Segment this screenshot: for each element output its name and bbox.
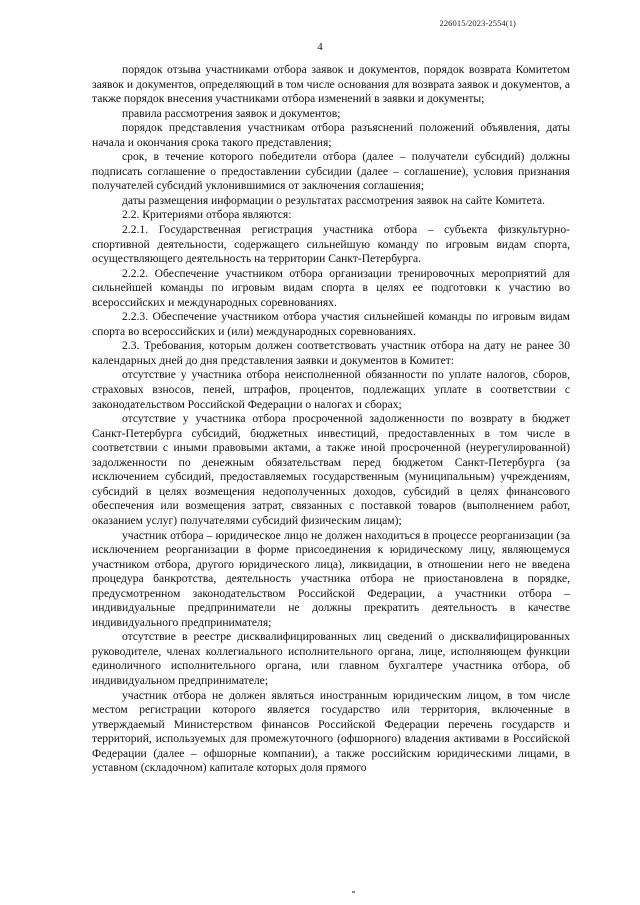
paragraph: участник отбора не должен являться иностранным юридическим лицом, в том числе местом регистрации которого является государство или территория, включенные в утверждаемый Министерством финансов Российской Федерации перечень государств и территорий, используемых для промежуточного (офшорного) владения активами в Российской Федерации (далее – офшорные компании), а также российским юридическими лицами, в уставном (складочном) капитале которых доля прямого bbox=[92, 688, 570, 775]
paragraph: 2.2.2. Обеспечение участником отбора организации тренировочных мероприятий для сильнейшей команды по игровым видам спорта в целях ее подготовки к участию во всероссийских и международных соревнованиях. bbox=[92, 266, 570, 309]
paragraph: порядок отзыва участниками отбора заявок и документов, порядок возврата Комитетом заявок и документов, определяющий в том числе основания для возврата заявок и документов, а также порядок внесения участниками отбора изменений в заявки и документы; bbox=[92, 63, 570, 106]
paragraph: правила рассмотрения заявок и документов; bbox=[122, 106, 341, 120]
paragraph: порядок представления участникам отбора разъяснений положений объявления, даты начала и окончания срока такого представления; bbox=[92, 121, 570, 149]
paragraph: отсутствие у участника отбора неисполненной обязанности по уплате налогов, сборов, страховых взносов, пеней, штрафов, процентов, подлежащих уплате в соответствии с законодательством Российской Федерации о налогах и сборах; bbox=[92, 368, 570, 411]
document-reference-number: 226015/2023-2554(1) bbox=[439, 18, 516, 28]
paragraph: даты размещения информации о результатах рассмотрения заявок на сайте Комитета. bbox=[122, 193, 545, 207]
paragraph: 2.2. Критериями отбора являются: bbox=[122, 208, 292, 222]
paragraph: отсутствие у участника отбора просроченной задолженности по возврату в бюджет Санкт-Петербурга субсидий, бюджетных инвестиций, предоставленных в том числе в соответствии с иными правовыми актами, а также иной просроченной (неурегулированной) задолженности по денежным обязательствам перед бюджетом Санкт-Петербурга (за исключением субсидий, предоставляемых государственным (муниципальным) учреждениям, субсидий в целях возмещения недополученных доходов, субсидий в целях финансового обеспечения или возмещения затрат, связанных с поставкой товаров (выполнением работ, оказанием услуг) получателями субсидий физическим лицам); bbox=[92, 412, 570, 527]
document-body bbox=[92, 63, 570, 776]
paragraph: 2.3. Требования, которым должен соответствовать участник отбора на дату не ранее 30 календарных дней до дня представления заявки и документов в Комитет: bbox=[92, 339, 570, 367]
paragraph: 2.2.1. Государственная регистрация участника отбора – субъекта физкультурно-спортивной деятельности, содержащего сильнейшую команду по игровым видам спорта, осуществляющего деятельность на территории Санкт-Петербурга. bbox=[92, 223, 570, 266]
paragraph: участник отбора – юридическое лицо не должен находиться в процессе реорганизации (за исключением реорганизации в форме присоединения к юридическому лицу, являющемуся участником отбора, другого юридического лица), ликвидации, в отношении него не введена процедура банкротства, деятельность участника отбора не приостановлена в порядке, предусмотренном законодательством Российской Федерации, а участники отбора – индивидуальные предприниматели не должны прекратить деятельность в качестве индивидуального предпринимателя; bbox=[92, 528, 570, 629]
scan-artifact bbox=[352, 891, 355, 893]
paragraph: 2.2.3. Обеспечение участником отбора участия сильнейшей команды по игровым видам спорта во всероссийских и (или) международных соревнованиях. bbox=[92, 310, 570, 338]
page-number: 4 bbox=[317, 41, 323, 53]
paragraph: отсутствие в реестре дисквалифицированных лиц сведений о дисквалифицированных руководителе, членах коллегиального исполнительного органа, лице, исполняющем функции единоличного исполнительного органа, или главном бухгалтере участника отбора, об индивидуальном предпринимателе; bbox=[92, 630, 570, 687]
paragraph: срок, в течение которого победители отбора (далее – получатели субсидий) должны подписать соглашение о предоставлении субсидии (далее – соглашение), условия признания получателей субсидий уклонившимися от заключения соглашения; bbox=[92, 150, 570, 193]
